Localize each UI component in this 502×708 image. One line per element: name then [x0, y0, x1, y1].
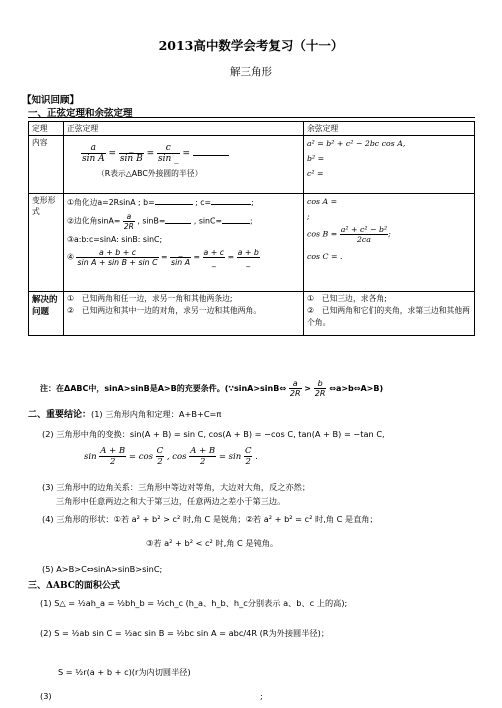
- section-1-heading: 一、正弦定理和余弦定理: [28, 108, 133, 119]
- ordering-rule: (5) A>B>C⇔sinA>sinB>sinC;: [42, 564, 163, 574]
- cosine-law-content: [304, 136, 475, 194]
- area-formula-3: S = ½r(a + b + c)(r为内切圆半径): [58, 667, 191, 677]
- triangle-shape-1: (4) 三角形的形状：①若 a² + b² > c² 时,角 C 是锐角；②若 a² + b² = c² 时,角 C 是直角；: [42, 514, 378, 524]
- cosine-law-c: c² =: [307, 169, 324, 178]
- cosine-law-b: b² =: [307, 154, 325, 163]
- theorem-table: [28, 121, 475, 336]
- triangle-inequality: 三角形中任意两边之和大于第三边，任意两边之差小于第三边。: [56, 496, 286, 506]
- sine-problems: [64, 292, 304, 336]
- area-formula-3-label: (3): [40, 691, 52, 701]
- sine-problem-1: ① 已知两角和任一边，求另一角和其他两条边;: [67, 294, 233, 303]
- transform-1: ①角化边a=2RsinA ; b= ; c= ;: [67, 198, 254, 207]
- header-cosine-law: 余弦定理: [304, 122, 475, 136]
- side-angle-relation: (3) 三角形中的边角关系：三角形中等边对等角，大边对大角，反之亦然；: [42, 482, 311, 492]
- area-formula-1: (1) S△ = ½ah_a = ½bh_b = ½ch_c (h_a、h_b、h_c分别表示 a、b、c 上的高);: [40, 598, 348, 608]
- knowledge-heading: 【知识回顾】: [22, 95, 80, 106]
- area-formula-2: (2) S = ½ab sin C = ½ac sin B = ½bc sin A = abc/4R (R为外接圆半径)；: [40, 628, 330, 638]
- doc-title: 2013高中数学会考复习（十一）: [158, 38, 344, 53]
- sine-law-content: [64, 136, 304, 194]
- transform-3: ③a:b:c=sinA: sinB: sinC;: [67, 235, 163, 244]
- row-content-label: 内容: [29, 136, 64, 194]
- row-transform-label: 变形形式: [29, 194, 64, 292]
- sine-law-formula: $\frac{a}{\text{sin A}}$ = $\frac{\_}{\text{sin B}}$ = $\frac{c}{\sin \_}$ =: [81, 143, 300, 164]
- cos-a: cos A =: [307, 197, 338, 206]
- angle-transform: (2) 三角形中角的变换：sin(A + B) = sin C, cos(A + B) = −cos C, tan(A + B) = −tan C,: [42, 429, 385, 439]
- cosine-problem-1: ① 已知三边，求各角;: [307, 294, 387, 303]
- half-angle-formula: sin $\frac{A + B}{2}$ = cos $\frac{C}{2}$ , cos $\frac{A + B}{2}$ = sin $\frac{C}{2}$ .: [84, 446, 258, 467]
- cosine-transform-content: [304, 194, 475, 292]
- area-formula-3-end: ;: [260, 691, 263, 701]
- header-sine-law: 正弦定理: [64, 122, 304, 136]
- header-theorem: 定理: [29, 122, 64, 136]
- section-2-line1: 二、重要结论：(1) 三角形内角和定理：A+B+C=π: [28, 409, 222, 420]
- section-2-heading: 二、重要结论：: [28, 410, 92, 420]
- cosine-problems: [304, 292, 475, 336]
- cos-a-end: ;: [307, 212, 310, 221]
- cos-c: cos C = .: [307, 252, 343, 261]
- doc-subtitle: 解三角形: [230, 66, 272, 78]
- sine-law-note: （R表示△ABC外接圆的半径）: [97, 169, 203, 178]
- transform-2: ②边化角sinA= $\frac{a}{2R}$ , sinB= , sinC= ;: [67, 212, 253, 231]
- cosine-law-a: a² = b² + c² − 2bc cos A,: [307, 139, 406, 148]
- triangle-shape-2: ③若 a² + b² < c² 时,角 C 是钝角。: [146, 538, 279, 548]
- row-problems-label: 解决的问题: [29, 292, 64, 336]
- cos-b: cos B = $\frac{\text{a² + c² − b²}}{2ca}$ ;: [307, 225, 391, 244]
- divider: [28, 117, 475, 118]
- sine-problem-2: ② 已知两边和其中一边的对角，求另一边和其他两角。: [67, 306, 262, 315]
- cosine-problem-2: ② 已知两角和它们的夹角，求第三边和其他两个角。: [307, 306, 470, 327]
- sine-transform-content: [64, 194, 304, 292]
- section-3-heading: 三、ΔABC的面积公式: [28, 581, 120, 591]
- note-line: 注：在ΔABC中，sinA>sinB是A>B的充要条件。(∵sinA>sinB⇔ $\frac{a}{2R}$ > $\frac{b}{2R}$ ⇔a>b⇔A>B): [40, 379, 384, 398]
- transform-4: ④ $\frac{a + b + c}{\text{sin A + sin B + sin C}}$ = $\frac{\_}{\text{sin A}}$ = $\frac{a + c}{\_}$ = $\frac{a + b}{\_}$: [67, 248, 259, 267]
